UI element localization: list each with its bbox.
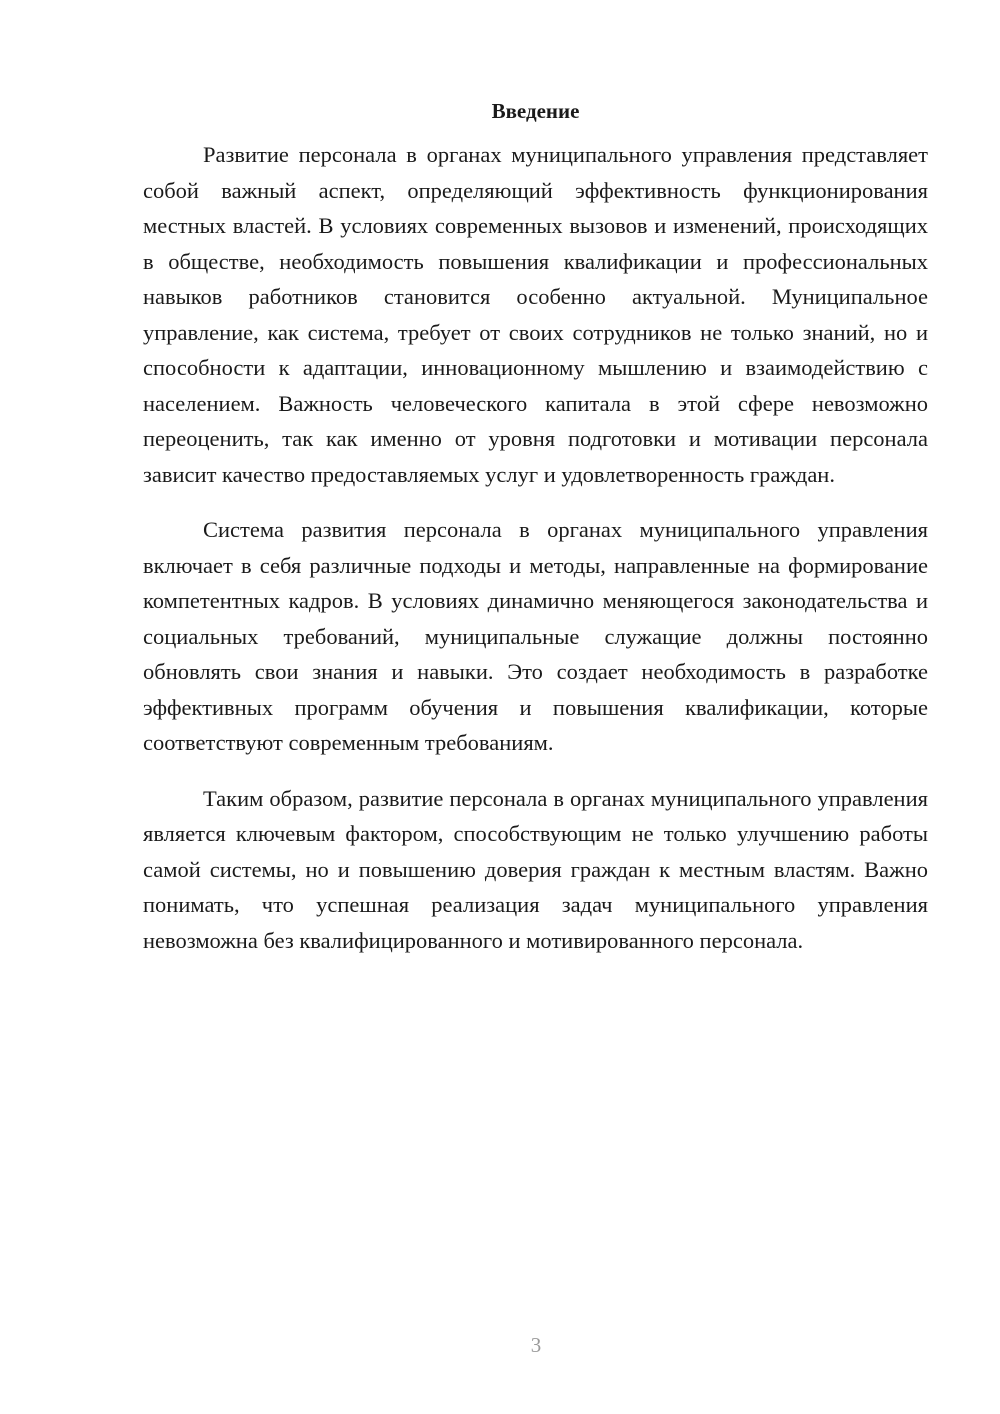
paragraph-1: Развитие персонала в органах муниципального управления представляет собой важный аспект, определяющий эффективность функционирования местных властей. В условиях современных вызовов и изменений, происходящих в обществе, необходимость повышения квалификации и профессиональных навыков работников становится особенно актуальной. Муниципальное управление, как система, требует от своих сотрудников не только знаний, но и способности к адаптации, инновационному мышлению и взаимодействию с населением. Важность человеческого капитала в этой сфере невозможно переоценить, так как именно от уровня подготовки и мотивации персонала зависит качество предоставляемых услуг и удовлетворенность граждан. bbox=[143, 142, 928, 487]
paragraph-3: Таким образом, развитие персонала в органах муниципального управления является ключевым фактором, способствующим не только улучшению работы самой системы, но и повышению доверия граждан к местным властям. Важно понимать, что успешная реализация задач муниципального управления невозможна без квалифицированного и мотивированного персонала. bbox=[143, 785, 928, 953]
page-number: 3 bbox=[530, 1333, 542, 1357]
page-content bbox=[143, 96, 928, 958]
paragraph-2: Система развития персонала в органах муниципального управления включает в себя различные подходы и методы, направленные на формирование компетентных кадров. В условиях динамично меняющегося законодательства и социальных требований, муниципальные служащие должны постоянно обновлять свои знания и навыки. Это создает необходимость в разработке эффективных программ обучения и повышения квалификации, которые соответствуют современным требованиям. bbox=[143, 517, 928, 755]
section-title: Введение bbox=[491, 99, 580, 123]
